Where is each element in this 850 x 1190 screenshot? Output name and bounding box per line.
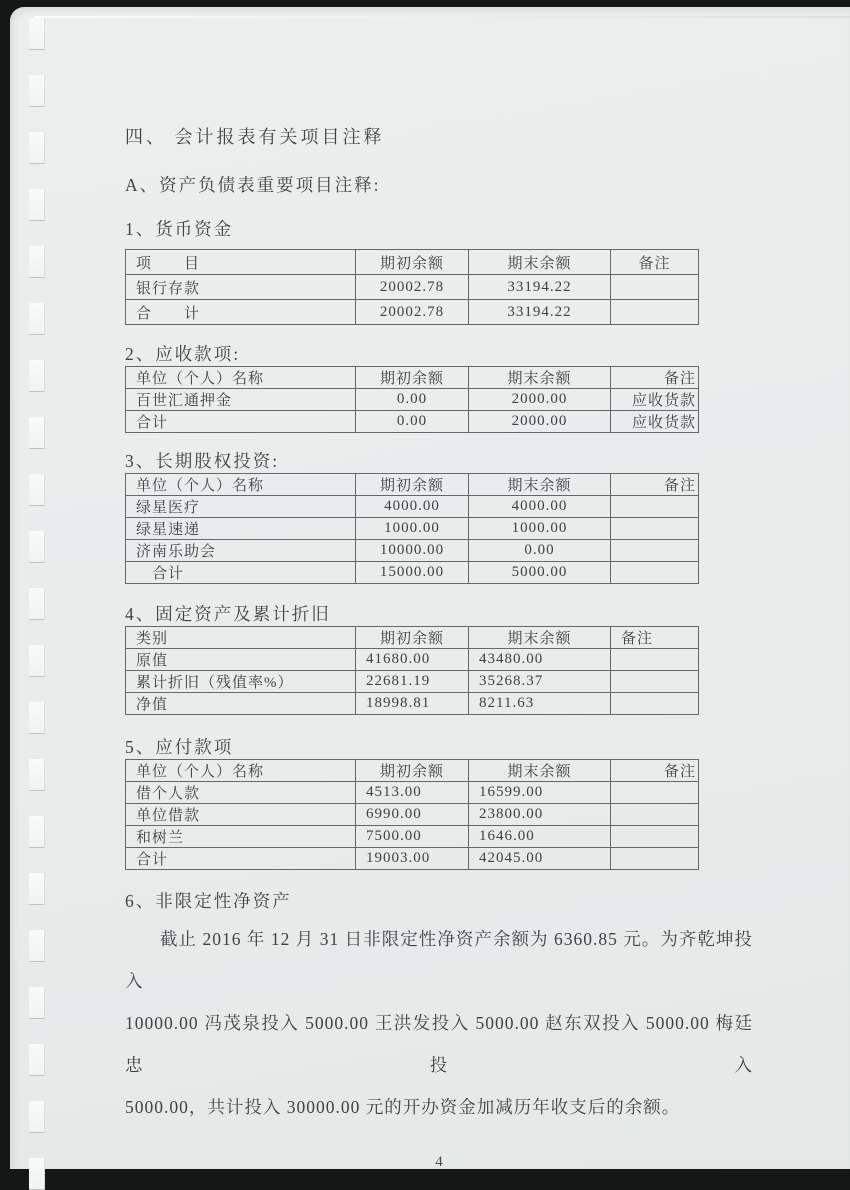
paragraph-line: 截止 2016 年 12 月 31 日非限定性净资产余额为 6360.85 元。为齐乾坤投入 [125,929,753,991]
table-cell: 合计 [126,562,356,584]
table-cell: 绿星医疗 [126,496,356,518]
table-row [126,649,699,671]
binding-hole [29,1044,45,1076]
section-4-heading: 4、固定资产及累计折旧 [125,604,331,624]
column-header: 单位（个人）名称 [126,760,356,782]
column-header: 期末余额 [469,627,611,649]
column-header: 期初余额 [356,760,469,782]
table-cell: 4513.00 [356,782,469,804]
table-cell: 5000.00 [469,562,611,584]
column-header: 期初余额 [356,367,469,389]
binding-hole [29,360,45,392]
page-number: 4 [435,1154,443,1170]
table-cell [611,300,699,325]
column-header: 类别 [126,627,356,649]
column-header: 期末余额 [469,250,611,275]
binding-hole [29,474,45,506]
table-cell: 累计折旧（残值率%） [126,671,356,693]
binding-hole [29,189,45,221]
table-row [126,389,699,411]
table-cell: 原值 [126,649,356,671]
table-header-row [126,367,699,389]
table-row [126,562,699,584]
section-2-heading: 2、应收款项: [125,344,241,364]
binding-hole [29,75,45,107]
table-cell: 20002.78 [356,300,469,325]
table-receivables [125,366,699,433]
table-row [126,671,699,693]
column-header: 单位（个人）名称 [126,474,356,496]
binding-hole [29,759,45,791]
table-row [126,518,699,540]
section-6-heading: 6、非限定性净资产 [125,891,292,911]
scanned-page [10,7,850,1169]
binding-holes [29,7,45,1169]
table-cell [611,562,699,584]
table-cell: 16599.00 [469,782,611,804]
section-3-heading: 3、长期股权投资: [125,451,280,471]
binding-hole [29,588,45,620]
table-cell: 0.00 [356,411,469,433]
table-cell [611,671,699,693]
table-cell: 4000.00 [356,496,469,518]
table-row [126,782,699,804]
table-cell: 净值 [126,693,356,715]
column-header: 备注 [611,474,699,496]
section-5-heading: 5、应付款项 [125,737,234,757]
table-cell [611,693,699,715]
table-cell: 1646.00 [469,826,611,848]
column-header: 期初余额 [356,627,469,649]
column-header: 备注 [611,367,699,389]
net-assets-paragraph [125,918,753,1128]
table-cell: 42045.00 [469,848,611,870]
table-cell: 23800.00 [469,804,611,826]
binding-hole [29,246,45,278]
table-cell [611,649,699,671]
table-row [126,693,699,715]
table-cell: 43480.00 [469,649,611,671]
binding-hole [29,18,45,50]
table-cell [611,848,699,870]
table-fixed-assets-depreciation [125,626,699,715]
table-cell: 合计 [126,848,356,870]
table-cell: 0.00 [356,389,469,411]
table-cell [611,540,699,562]
table-cell: 15000.00 [356,562,469,584]
section-a-heading: A、资产负债表重要项目注释: [125,175,381,195]
table-cell: 8211.63 [469,693,611,715]
table-cell: 4000.00 [469,496,611,518]
table-header-row [126,250,699,275]
document-title: 四、 会计报表有关项目注释 [125,127,385,147]
binding-hole [29,303,45,335]
paragraph-line: 5000.00，共计投入 30000.00 元的开办资金加减历年收支后的余额。 [125,1097,681,1117]
table-cell: 百世汇通押金 [126,389,356,411]
table-row [126,300,699,325]
column-header: 期初余额 [356,250,469,275]
column-header: 期末余额 [469,367,611,389]
table-row [126,848,699,870]
table-header-row [126,627,699,649]
column-header: 期初余额 [356,474,469,496]
table-row [126,411,699,433]
table-cell: 20002.78 [356,275,469,300]
document-content [125,7,753,1171]
binding-hole [29,1158,45,1190]
table-cell: 7500.00 [356,826,469,848]
section-1-heading: 1、货币资金 [125,219,234,239]
table-cell [611,782,699,804]
column-header: 备注 [611,627,699,649]
table-row [126,275,699,300]
table-cell: 2000.00 [469,411,611,433]
table-cell: 合计 [126,411,356,433]
table-cell [611,275,699,300]
table-cell: 6990.00 [356,804,469,826]
table-long-term-equity-investment [125,473,699,584]
column-header: 备注 [611,250,699,275]
table-cell: 和树兰 [126,826,356,848]
binding-hole [29,873,45,905]
table-cell [611,496,699,518]
binding-hole [29,531,45,563]
table-cell: 应收货款 [611,411,699,433]
table-cell: 借个人款 [126,782,356,804]
table-header-row [126,760,699,782]
table-row [126,540,699,562]
paragraph-line: 10000.00 冯茂泉投入 5000.00 王洪发投入 5000.00 赵东双投入 5000.00 梅廷忠投入 [125,1013,753,1075]
table-header-row [126,474,699,496]
table-cell: 22681.19 [356,671,469,693]
column-header: 单位（个人）名称 [126,367,356,389]
table-cell: 10000.00 [356,540,469,562]
table-cell: 41680.00 [356,649,469,671]
table-cell [611,518,699,540]
binding-hole [29,417,45,449]
binding-hole [29,816,45,848]
table-cell: 35268.37 [469,671,611,693]
table-cell: 单位借款 [126,804,356,826]
table-cell [611,804,699,826]
column-header: 项 目 [126,250,356,275]
table-row [126,826,699,848]
table-cell: 2000.00 [469,389,611,411]
table-cell: 1000.00 [469,518,611,540]
table-cell: 应收货款 [611,389,699,411]
table-row [126,804,699,826]
table-cell: 19003.00 [356,848,469,870]
table-cell: 济南乐助会 [126,540,356,562]
table-payables [125,759,699,870]
table-cell: 0.00 [469,540,611,562]
binding-hole [29,132,45,164]
column-header: 期末余额 [469,760,611,782]
binding-hole [29,645,45,677]
table-cell [611,826,699,848]
binding-hole [29,702,45,734]
table-monetary-funds [125,249,699,325]
binding-hole [29,987,45,1019]
table-cell: 银行存款 [126,275,356,300]
table-row [126,496,699,518]
binding-hole [29,1101,45,1133]
table-cell: 33194.22 [469,275,611,300]
table-cell: 绿星速递 [126,518,356,540]
column-header: 期末余额 [469,474,611,496]
binding-hole [29,930,45,962]
column-header: 备注 [611,760,699,782]
table-cell: 合 计 [126,300,356,325]
table-cell: 33194.22 [469,300,611,325]
table-cell: 1000.00 [356,518,469,540]
table-cell: 18998.81 [356,693,469,715]
